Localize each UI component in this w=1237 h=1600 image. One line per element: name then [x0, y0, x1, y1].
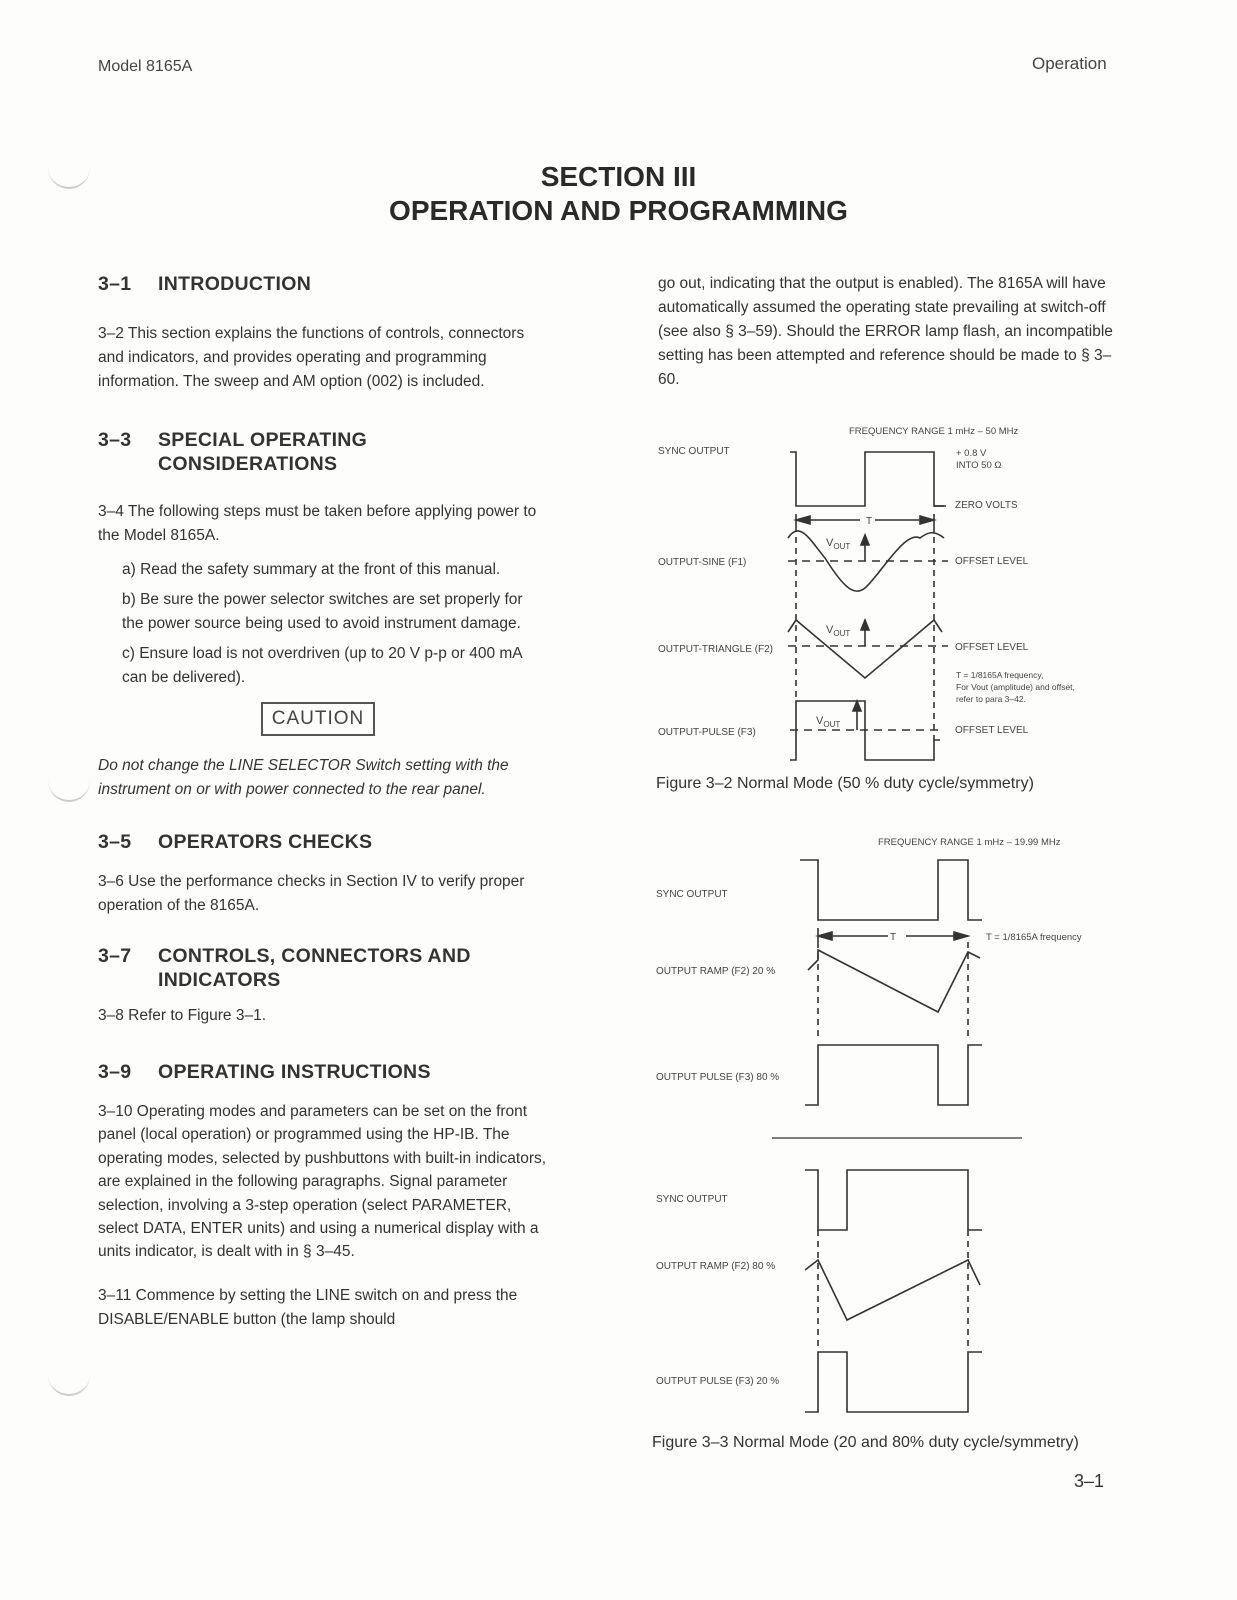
sync-waveform-80 [805, 1170, 982, 1230]
figure-3-2-caption: Figure 3–2 Normal Mode (50 % duty cycle/symmetry) [656, 775, 1034, 792]
fig3-t-note: T = 1/8165A frequency [986, 932, 1082, 943]
fig2-note-line2: For Vout (amplitude) and offset, [956, 682, 1075, 692]
heading-number: 3–5 [98, 831, 132, 853]
list-item-c: c) Ensure load is not overdriven (up to 20 V p-p or 400 mA can be delivered). [122, 645, 522, 686]
paragraph-3-8: 3–8 Refer to Figure 3–1. [98, 1007, 267, 1024]
fig2-offset-level-3: OFFSET LEVEL [955, 725, 1029, 736]
fig2-into-50: INTO 50 Ω [956, 460, 1002, 471]
pulse-waveform-20 [805, 1352, 982, 1412]
heading-text-line1: SPECIAL OPERATING [158, 429, 368, 451]
fig3-t-label: T [890, 932, 897, 943]
fig2-frequency-range: FREQUENCY RANGE 1 mHz – 50 MHz [849, 426, 1019, 437]
heading-text-line1: CONTROLS, CONNECTORS AND [158, 945, 471, 967]
heading-3-7 [98, 944, 558, 992]
ramp-waveform-80 [805, 1260, 980, 1320]
fig2-offset-level-1: OFFSET LEVEL [955, 556, 1029, 567]
heading-number: 3–3 [98, 429, 132, 451]
heading-3-1 [98, 272, 558, 296]
left-column [98, 272, 558, 1332]
figure-3-3-diagram [650, 830, 1120, 1420]
sync-waveform [790, 452, 946, 506]
heading-text-line2: INDICATORS [158, 969, 281, 991]
paragraph-3-6: 3–6 Use the performance checks in Section IV to verify proper operation of the 8165A. [98, 873, 525, 914]
pulse-waveform-80 [805, 1045, 982, 1105]
fig2-sine-label: OUTPUT-SINE (F1) [658, 557, 747, 568]
heading-number: 3–9 [98, 1061, 132, 1083]
fig2-pulse-label: OUTPUT-PULSE (F3) [658, 727, 756, 738]
figure-3-3-caption: Figure 3–3 Normal Mode (20 and 80% duty cycle/symmetry) [652, 1434, 1079, 1451]
figure-3-2-diagram [650, 420, 1120, 765]
caution-text: Do not change the LINE SELECTOR Switch setting with the instrument on or with power connected to the rear panel. [98, 757, 509, 798]
heading-3-9 [98, 1060, 558, 1084]
fig2-t-label: T [866, 516, 873, 527]
sync-waveform-20 [800, 860, 982, 920]
fig2-vout-triangle: $V_{OUT}$ [826, 624, 851, 638]
ramp-waveform-20 [808, 950, 980, 1012]
header-model: Model 8165A [98, 58, 193, 75]
fig3-sync-output-label-1: SYNC OUTPUT [656, 889, 728, 900]
fig3-pulse80-label: OUTPUT PULSE (F3) 80 % [656, 1072, 780, 1083]
heading-3-5 [98, 830, 558, 854]
fig3-pulse20-label: OUTPUT PULSE (F3) 20 % [656, 1376, 780, 1387]
fig2-plus-08v: + 0.8 V [956, 448, 987, 459]
heading-3-3 [98, 428, 558, 476]
fig2-note-line1: T = 1/8165A frequency, [956, 670, 1044, 680]
punch-hole-bottom [48, 1372, 90, 1396]
caution-box: CAUTION [261, 702, 376, 736]
paragraph-3-2: 3–2 This section explains the functions of controls, connectors and indicators, and provides operating and programming information. The sweep and AM option (002) is included. [98, 325, 525, 390]
fig2-offset-level-2: OFFSET LEVEL [955, 642, 1029, 653]
paragraph-3-10: 3–10 Operating modes and parameters can be set on the front panel (local operation) or programmed using the HP-IB. The operating modes, selected by pushbuttons with built-in indicators, are explained in the following paragraphs. Signal parameter selection, involving a 3-step operation (select PARAMETER, select DATA, ENTER units) and using a numerical display with a units indicator, is dealt with in § 3–45. [98, 1103, 547, 1261]
heading-number: 3–1 [98, 273, 132, 295]
heading-text-line2: CONSIDERATIONS [158, 453, 338, 475]
section-title [0, 160, 1237, 228]
fig2-sync-output-label: SYNC OUTPUT [658, 446, 730, 457]
paragraph-3-11: 3–11 Commence by setting the LINE switch on and press the DISABLE/ENABLE button (the lamp should [98, 1286, 518, 1328]
heading-text: OPERATING INSTRUCTIONS [158, 1061, 431, 1083]
fig2-vout-sine: $V_{OUT}$ [826, 537, 851, 551]
section-number: SECTION III [540, 161, 697, 192]
fig2-zero-volts: ZERO VOLTS [955, 500, 1018, 511]
page-number: 3–1 [1074, 1471, 1105, 1491]
fig3-ramp20-label: OUTPUT RAMP (F2) 20 % [656, 966, 776, 977]
header-section: Operation [1032, 54, 1107, 73]
fig2-triangle-label: OUTPUT-TRIANGLE (F2) [658, 644, 774, 655]
fig3-frequency-range: FREQUENCY RANGE 1 mHz – 19.99 MHz [878, 837, 1061, 848]
fig3-sync-output-label-2: SYNC OUTPUT [656, 1194, 728, 1205]
paragraph-continued: go out, indicating that the output is enabled). The 8165A will have automatically assumed the operating state prevailing at switch-off (see also § 3–59). Should the ERROR lamp flash, an incompatible setting has been attempted and reference should be made to § 3–60. [658, 275, 1113, 388]
fig3-ramp80-label: OUTPUT RAMP (F2) 80 % [656, 1261, 776, 1272]
punch-hole-middle [48, 778, 90, 802]
fig2-note-line3: refer to para 3–42. [956, 694, 1026, 704]
heading-number: 3–7 [98, 945, 132, 967]
fig2-vout-pulse: $V_{OUT}$ [816, 715, 841, 729]
paragraph-3-4: 3–4 The following steps must be taken before applying power to the Model 8165A. [98, 503, 537, 544]
list-item-b: b) Be sure the power selector switches are set properly for the power source being used to avoid instrument damage. [122, 591, 523, 632]
section-name: OPERATION AND PROGRAMMING [389, 195, 848, 226]
list-item-a: a) Read the safety summary at the front of this manual. [122, 561, 501, 578]
heading-text: INTRODUCTION [158, 273, 312, 295]
heading-text: OPERATORS CHECKS [158, 831, 373, 853]
